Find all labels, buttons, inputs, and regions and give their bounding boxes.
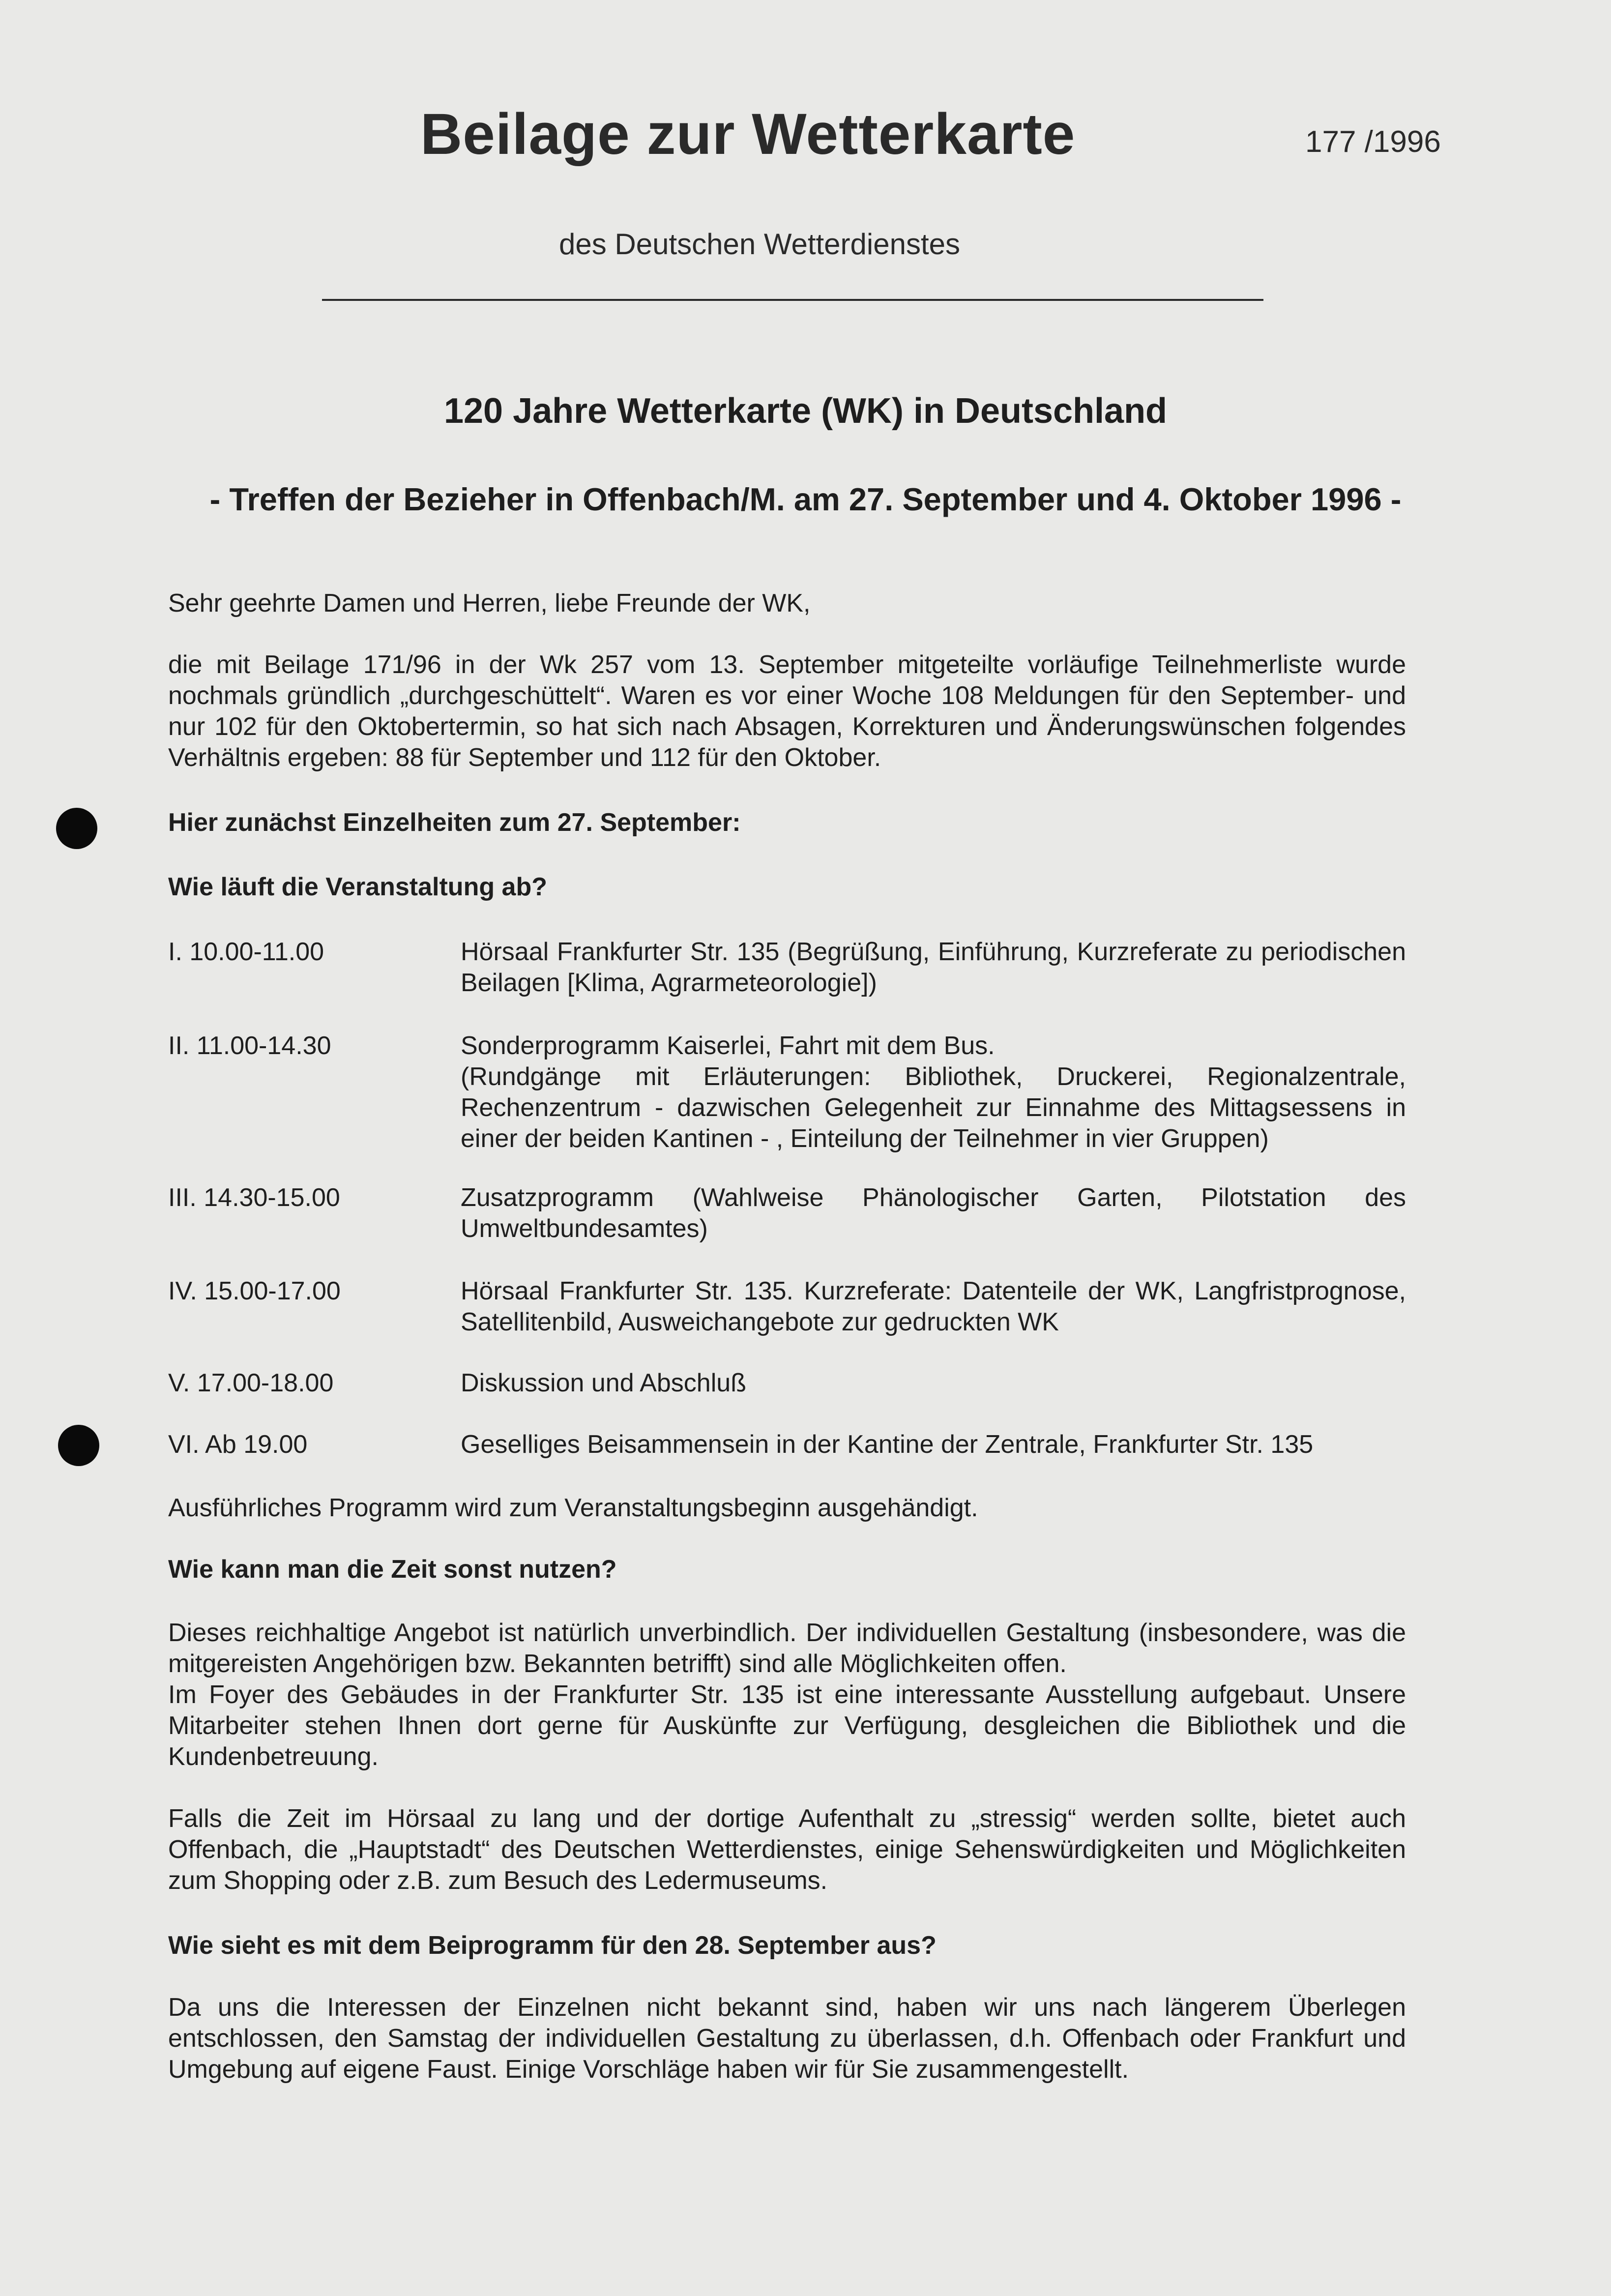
program-desc: Hörsaal Frankfurter Str. 135 (Begrüßung, Einführung, Kurzreferate zu periodischen Beilagen [Klima, Agrarmeteorologie])	[461, 938, 1406, 997]
paragraph-foyer: Im Foyer des Gebäudes in der Frankfurter Str. 135 ist eine interessante Ausstellung aufgebaut. Unsere Mitarbeiter stehen Ihnen dort gerne für Auskünfte zur Verfügung, desgleichen die Bibliothek und die Kundenbetreuung.	[168, 1680, 1406, 1771]
punch-hole-upper	[56, 808, 97, 849]
punch-hole-lower	[58, 1425, 99, 1466]
program-time: III. 14.30-15.00	[168, 1183, 340, 1212]
program-time: I. 10.00-11.00	[168, 938, 324, 966]
paragraph-saturday: Da uns die Interessen der Einzelnen nicht bekannt sind, haben wir uns nach längerem Überlegen entschlossen, den Samstag der individuellen Gestaltung zu überlassen, d.h. Offenbach oder Frankfurt und Umgebung auf eigene Faust. Einige Vorschläge haben wir für Sie zusammengestellt.	[168, 1993, 1406, 2084]
intro-paragraph: die mit Beilage 171/96 in der Wk 257 vom 13. September mitgeteilte vorläufige Teilnehmerliste wurde nochmals gründlich „durchgeschüttelt“. Waren es vor einer Woche 108 Meldungen für den September- und nur 102 für den Oktobertermin, so hat sich nach Absagen, Korrekturen und Änderungswünschen folgendes Verhältnis ergeben: 88 für September und 112 für den Oktober.	[168, 650, 1406, 772]
program-desc: Geselliges Beisammensein in der Kantine der Zentrale, Frankfurter Str. 135	[461, 1430, 1314, 1459]
program-desc: Zusatzprogramm (Wahlweise Phänologischer Garten, Pilotstation des Umweltbundesamtes)	[461, 1183, 1406, 1243]
section-heading-september: Hier zunächst Einzelheiten zum 27. September:	[168, 808, 741, 837]
program-note: Ausführliches Programm wird zum Veranstaltungsbeginn ausgehändigt.	[168, 1494, 978, 1522]
headline: 120 Jahre Wetterkarte (WK) in Deutschland	[443, 391, 1168, 431]
program-desc-detail: (Rundgänge mit Erläuterungen: Bibliothek, Druckerei, Regionalzentrale, Rechenzentrum - dazwischen Gelegenheit zur Einnahme des Mittagsessens in einer der beiden Kantinen - , Einteilung der Teilnehmer in vier Gruppen)	[461, 1062, 1406, 1153]
program-time: II. 11.00-14.30	[168, 1031, 331, 1060]
paragraph-offer: Dieses reichhaltige Angebot ist natürlich unverbindlich. Der individuellen Gestaltung (insbesondere, was die mitgereisten Angehörigen bzw. Bekannten betrifft) sind alle Möglichkeiten offen.	[168, 1619, 1406, 1678]
section-heading-schedule: Wie läuft die Veranstaltung ab?	[168, 873, 547, 901]
program-desc	[461, 1030, 1406, 1154]
program-time: VI. Ab 19.00	[168, 1430, 308, 1459]
section-heading-free-time: Wie kann man die Zeit sonst nutzen?	[168, 1555, 617, 1584]
header-rule	[322, 299, 1263, 301]
document-title: Beilage zur Wetterkarte	[420, 102, 1076, 167]
program-desc: Diskussion und Abschluß	[461, 1369, 746, 1397]
program-desc: Hörsaal Frankfurter Str. 135. Kurzreferate: Datenteile der WK, Langfristprognose, Satellitenbild, Ausweichangebote zur gedruckten WK	[461, 1277, 1406, 1336]
salutation: Sehr geehrte Damen und Herren, liebe Freunde der WK,	[168, 589, 811, 618]
program-time: IV. 15.00-17.00	[168, 1277, 341, 1305]
subheadline: - Treffen der Bezieher in Offenbach/M. am 27. September und 4. Oktober 1996 -	[209, 481, 1402, 517]
program-time: V. 17.00-18.00	[168, 1369, 334, 1397]
document-subtitle: des Deutschen Wetterdienstes	[559, 228, 961, 261]
issue-number: 177 /1996	[1305, 125, 1441, 159]
section-heading-saturday: Wie sieht es mit dem Beiprogramm für den 28. September aus?	[168, 1931, 937, 1960]
program-desc-line: Sonderprogramm Kaiserlei, Fahrt mit dem Bus.	[461, 1031, 995, 1060]
paragraph-offenbach: Falls die Zeit im Hörsaal zu lang und der dortige Aufenthalt zu „stressig“ werden sollte, bietet auch Offenbach, die „Hauptstadt“ des Deutschen Wetterdienstes, einige Sehenswürdigkeiten und Möglichkeiten zum Shopping oder z.B. zum Besuch des Ledermuseums.	[168, 1804, 1406, 1895]
